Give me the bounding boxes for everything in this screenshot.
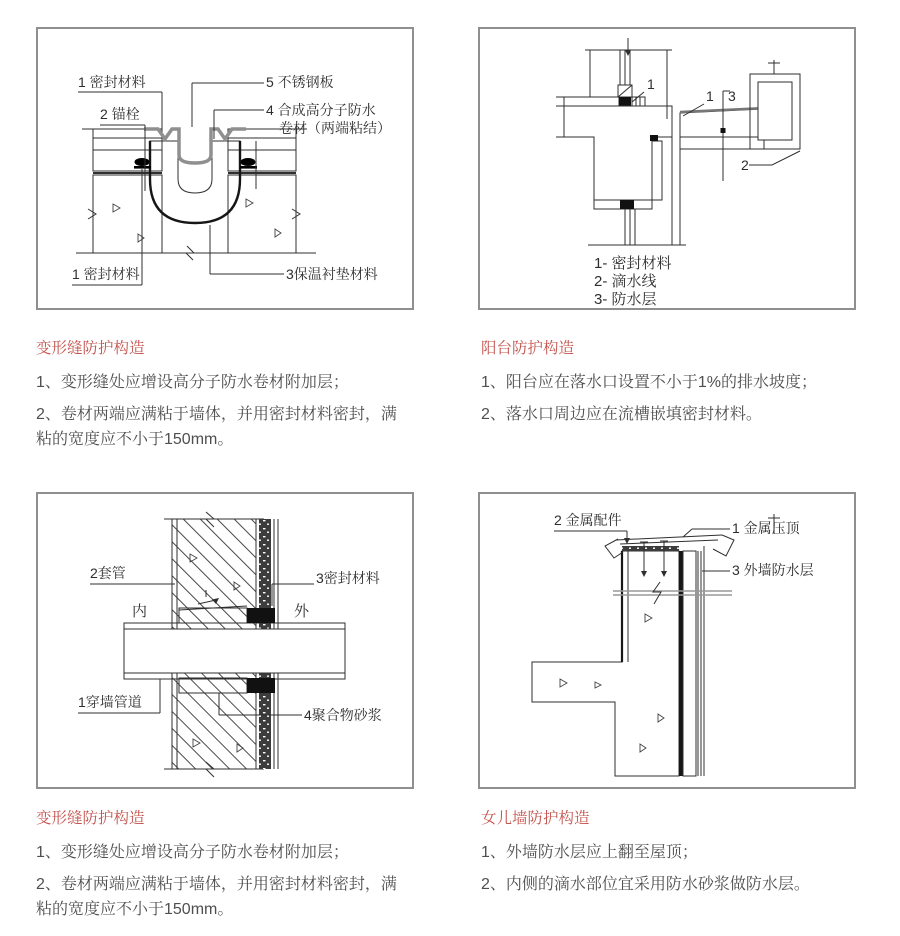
coping-seat-band xyxy=(622,546,679,551)
diagram-frame-deformation-joint xyxy=(36,27,414,310)
callout-1-drain: 1 xyxy=(706,88,714,104)
label-seal: 3密封材料 xyxy=(316,570,380,586)
caption-note: 2、内侧的滴水部位宜采用防水砂浆做防水层。 xyxy=(481,876,810,893)
label-cushion: 3保温衬垫材料 xyxy=(286,266,378,282)
legend-item-seal: 1- 密封材料 xyxy=(594,255,672,272)
caption-note: 1、阳台应在落水口设置不小于1%的排水坡度； xyxy=(481,374,818,391)
membrane-outline xyxy=(150,141,240,223)
label-steel-plate: 5 不锈钢板 xyxy=(266,74,334,90)
callout-2-drip: 2 xyxy=(741,157,749,173)
diagram-labels xyxy=(554,512,814,578)
insulation-cushion-loop xyxy=(150,141,240,223)
label-inside: 内 xyxy=(132,603,148,620)
caption-note: 2、卷材两端应满粘于墙体，并用密封材料密封，满粘的宽度应不小于150mm。 xyxy=(36,876,397,918)
label-membrane-1: 4 合成高分子防水 xyxy=(266,102,376,118)
diagram-frame-pipe-through-wall xyxy=(36,492,414,789)
caption-note: 2、卷材两端应满粘于墙体，并用密封材料密封，满粘的宽度应不小于150mm。 xyxy=(36,406,397,448)
pipe-through-wall-diagram xyxy=(38,494,412,787)
caption-note: 2、落水口周边应在流槽嵌填密封材料。 xyxy=(481,406,762,423)
diagram-frame-balcony xyxy=(478,27,856,310)
interior-finish xyxy=(556,97,645,106)
legend-item-drip: 2- 滴水线 xyxy=(594,273,657,290)
label-metal-fitting: 2 金属配件 xyxy=(554,512,622,528)
label-metal-coping: 1 金属压顶 xyxy=(732,520,800,536)
label-seal-top: 1 密封材料 xyxy=(78,74,146,90)
caption-title: 变形缝防护构造 xyxy=(36,810,145,827)
drain-outlet xyxy=(672,137,680,245)
balcony-edge-upstand xyxy=(750,60,800,149)
label-mortar: 4聚合物砂浆 xyxy=(304,707,382,723)
caption-note: 1、外墙防水层应上翻至屋顶； xyxy=(481,844,698,861)
label-membrane-2: 卷材（两端粘结） xyxy=(279,120,391,136)
caption-note: 1、变形缝处应增设高分子防水卷材附加层； xyxy=(36,374,349,391)
aggregate-marks xyxy=(560,614,664,752)
caption-pipe-through-wall xyxy=(36,810,408,929)
wall-base xyxy=(556,137,686,245)
label-anchor: 2 锚栓 xyxy=(100,106,140,122)
caption-parapet xyxy=(481,810,853,904)
caption-note: 1、变形缝处应增设高分子防水卷材附加层； xyxy=(36,844,349,861)
legend xyxy=(594,255,672,308)
parapet-inner-face xyxy=(622,551,628,662)
callout-1-sill: 1 xyxy=(647,76,655,92)
balcony-diagram xyxy=(480,29,854,308)
label-exterior-waterproof: 3 外墙防水层 xyxy=(732,562,814,578)
caption-balcony xyxy=(481,340,853,434)
legend-item-waterproof: 3- 防水层 xyxy=(594,291,657,308)
wall-inner-face-layers xyxy=(650,135,662,200)
caption-title: 女儿墙防护构造 xyxy=(481,810,590,827)
label-pipe: 1穿墙管道 xyxy=(78,694,142,710)
window-above xyxy=(585,38,672,119)
label-outside: 外 xyxy=(294,603,310,620)
label-seal-bottom: 1 密封材料 xyxy=(72,266,140,282)
pipe xyxy=(124,623,345,679)
exterior-wall-layers xyxy=(679,546,704,776)
ground-line xyxy=(76,246,316,260)
diagram-frame-parapet xyxy=(478,492,856,789)
caption-title: 变形缝防护构造 xyxy=(36,340,145,357)
label-sleeve: 2套管 xyxy=(90,565,126,581)
deformation-joint-diagram xyxy=(38,29,412,308)
sealant-and-anchors xyxy=(134,141,257,189)
caption-deformation-joint xyxy=(36,340,408,459)
callout-3-waterproof: 3 xyxy=(728,88,736,104)
interior-wall-mass xyxy=(564,106,672,200)
concrete-walls xyxy=(88,175,300,253)
break-lines xyxy=(613,582,732,604)
roof-layers xyxy=(82,129,307,173)
parapet-diagram xyxy=(480,494,854,787)
parapet-wall-and-slab xyxy=(532,551,679,776)
caption-title: 阳台防护构造 xyxy=(481,340,575,357)
stainless-steel-plate xyxy=(144,129,246,163)
